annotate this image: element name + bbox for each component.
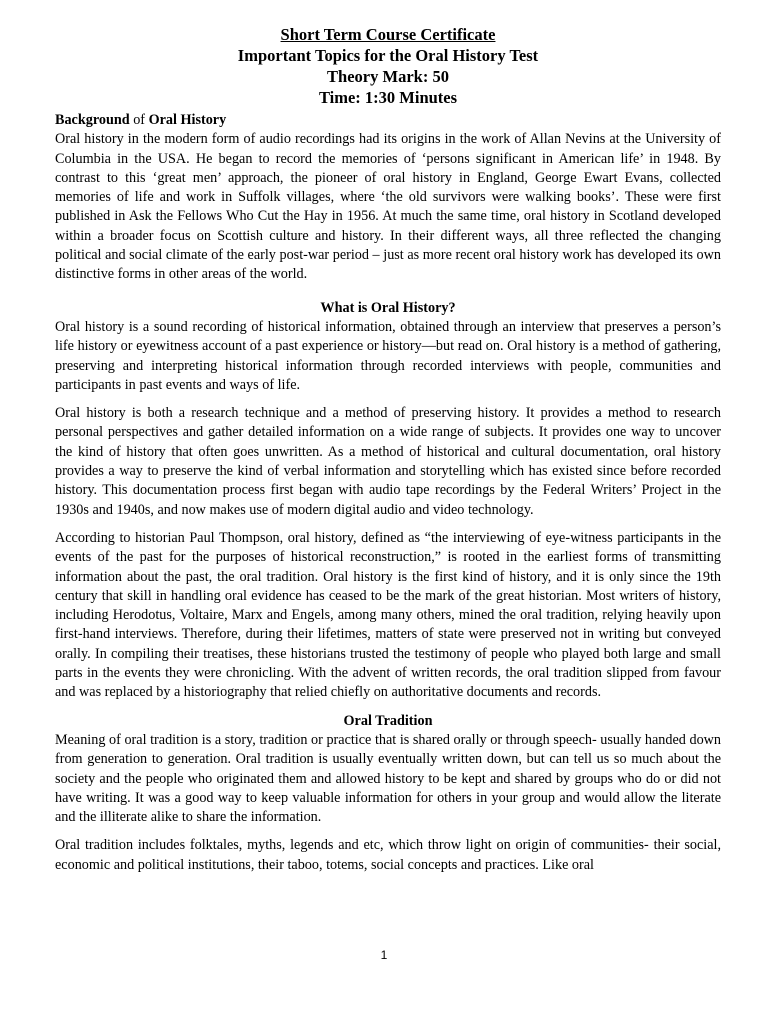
topics-title: Important Topics for the Oral History Test xyxy=(237,46,539,65)
what-is-paragraph-3: According to historian Paul Thompson, oral history, defined as “the interviewing of eye-witness participants in the events of the past for the purposes of historical reconstruction,” is rooted in the earliest forms of transmitting information about the past, the oral tradition. Oral history is the first kind of history, and it is only since the 19th century that skill in handling oral evidence has ceased to be the mark of the great historian. Most writers of history, including Herodotus, Voltaire, Marx and Engels, among many others, mined the oral tradition, relying heavily upon first-hand interviews. Therefore, during their lifetimes, matters of state were preserved not in writing but conveyed orally. In compiling their treatises, these historians trusted the testimony of people who played both large and small parts in the events they were chronicling. With the advent of written records, the oral tradition slipped from favour and was replaced by a historiography that relied chiefly on authoritative documents and records. xyxy=(55,529,721,701)
what-is-paragraph-1: Oral history is a sound recording of historical information, obtained through an interview that preserves a person’s life history or eyewitness account of a past experience or history—but read on. Oral history is a method of gathering, preserving and interpreting historical information through recorded interviews with people, communities and participants in past events and ways of life. xyxy=(55,318,721,393)
background-paragraph: Oral history in the modern form of audio recordings had its origins in the work of Allan Nevins at the University of Columbia in the USA. He began to record the memories of ‘persons significant in American life’ in 1948. By contrast to this ‘great men’ approach, the pioneer of oral history in England, George Ewart Evans, collected memories of life and work in Suffolk villages, where ‘the old survivors were walking books’. These were first published in Ask the Fellows Who Cut the Hay in 1956. At much the same time, oral history in Scotland developed within a broader focus on Scottish culture and history. In their different ways, all three reflected the changing political and social climate of the early post-war period – just as more recent oral history work has developed its own distinctive forms in other areas of the world. xyxy=(55,131,721,283)
background-heading-of: of xyxy=(129,112,149,128)
page-content xyxy=(55,24,721,875)
time-limit: Time: 1:30 Minutes xyxy=(318,88,458,107)
what-is-heading: What is Oral History? xyxy=(320,299,456,316)
background-heading-word: Background xyxy=(55,112,130,128)
page-number: 1 xyxy=(380,948,388,962)
what-is-paragraph-2: Oral history is both a research technique and a method of preserving history. It provides a method to research personal perspectives and gather detailed information on a wide range of subjects. It provides one way to uncover the kind of history that often goes unwritten. As a method of historical and cultural documentation, oral history provides a way to preserve the kind of verbal information and storytelling which has existed since before recorded history. This documentation process first began with audio tape recordings by the Federal Writers’ Project in the 1930s and 1940s, and now makes use of modern digital audio and video technology. xyxy=(55,405,721,518)
oral-tradition-heading: Oral Tradition xyxy=(343,712,433,729)
oral-tradition-paragraph-1: Meaning of oral tradition is a story, tradition or practice that is shared orally or through speech- usually handed down from generation to generation. Oral tradition is usually eventually written down, but can tell us so much about the society and the people who originated them and allowed history to be kept and shared by groups who do or did not have writing. It was a good way to keep valuable information for others in your group and would allow the literate and the illiterate alike to share the information. xyxy=(55,731,721,826)
theory-mark: Theory Mark: 50 xyxy=(327,67,449,86)
background-heading-topic: Oral History xyxy=(148,112,227,128)
background-heading xyxy=(55,111,721,130)
course-title: Short Term Course Certificate xyxy=(280,25,496,44)
title-block xyxy=(55,24,721,108)
oral-tradition-paragraph-2: Oral tradition includes folktales, myths, legends and etc, which throw light on origin of communities- their social, economic and political institutions, their taboo, totems, social concepts and practices. Like oral xyxy=(55,837,721,873)
